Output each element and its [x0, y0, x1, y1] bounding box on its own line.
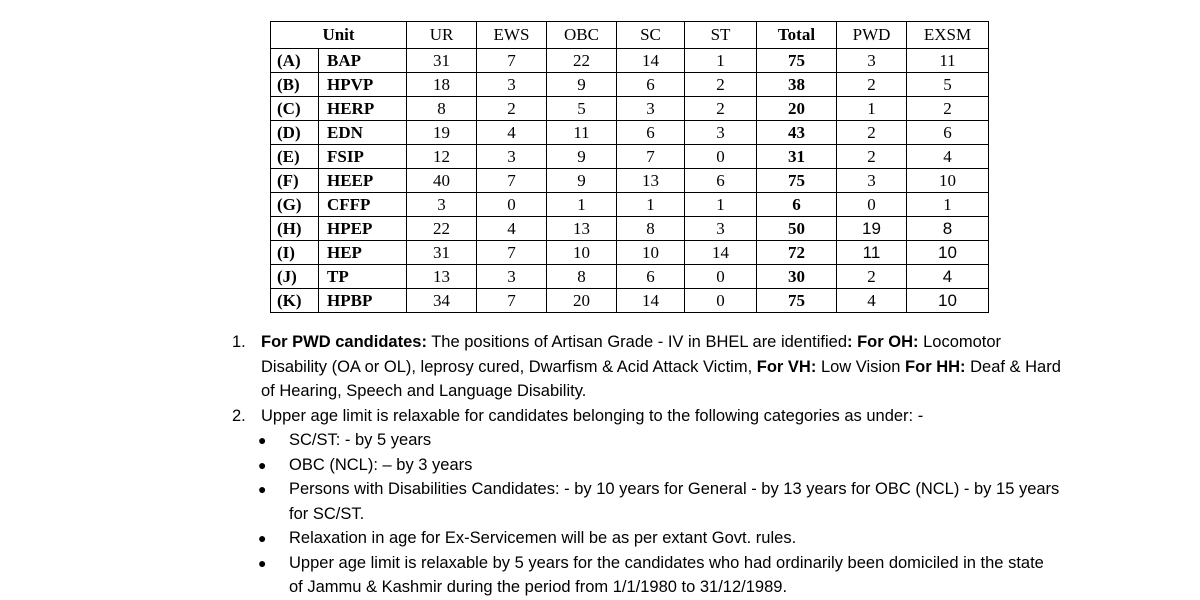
table-row — [271, 265, 989, 289]
cell-pwd: 3 — [837, 169, 907, 193]
cell-ur: 3 — [407, 193, 477, 217]
cell-exsm: 1 — [907, 193, 989, 217]
list-item — [232, 428, 1062, 453]
cell-total: 38 — [757, 73, 837, 97]
unit-code: (D) — [271, 121, 319, 145]
header-exsm: EXSM — [907, 22, 989, 49]
cell-ur: 18 — [407, 73, 477, 97]
notes-list — [232, 330, 1062, 428]
cell-obc: 13 — [547, 217, 617, 241]
bullet-icon: ● — [258, 432, 267, 448]
cell-pwd: 4 — [837, 289, 907, 313]
note-number: 2. — [232, 406, 246, 425]
cell-pwd: 3 — [837, 49, 907, 73]
cell-pwd: 2 — [837, 145, 907, 169]
cell-sc: 13 — [617, 169, 685, 193]
cell-ur: 12 — [407, 145, 477, 169]
table-body — [271, 49, 989, 313]
table-row — [271, 241, 989, 265]
cell-ews: 2 — [477, 97, 547, 121]
cell-pwd: 1 — [837, 97, 907, 121]
cell-exsm: 11 — [907, 49, 989, 73]
cell-obc: 8 — [547, 265, 617, 289]
unit-code: (C) — [271, 97, 319, 121]
header-obc: OBC — [547, 22, 617, 49]
cell-ews: 3 — [477, 265, 547, 289]
header-sc: SC — [617, 22, 685, 49]
cell-ews: 7 — [477, 289, 547, 313]
cell-st: 3 — [685, 121, 757, 145]
note-oh-label: For OH: — [857, 333, 919, 351]
list-item — [232, 453, 1062, 478]
cell-pwd: 2 — [837, 73, 907, 97]
unit-code: (J) — [271, 265, 319, 289]
note-age-limit — [232, 404, 1062, 429]
cell-ews: 0 — [477, 193, 547, 217]
cell-sc: 8 — [617, 217, 685, 241]
cell-pwd: 0 — [837, 193, 907, 217]
note-vh-label: For VH: — [756, 357, 817, 376]
cell-obc: 5 — [547, 97, 617, 121]
cell-total: 75 — [757, 289, 837, 313]
bullet-icon: ● — [258, 481, 267, 497]
cell-st: 2 — [685, 73, 757, 97]
unit-name: BAP — [319, 49, 407, 73]
cell-ews: 7 — [477, 49, 547, 73]
cell-ews: 4 — [477, 121, 547, 145]
note-pwd — [232, 330, 1062, 404]
cell-sc: 14 — [617, 289, 685, 313]
cell-ur: 31 — [407, 241, 477, 265]
cell-total: 6 — [757, 193, 837, 217]
cell-sc: 6 — [617, 121, 685, 145]
bullet-icon: ● — [258, 456, 267, 473]
unit-name: HEP — [319, 241, 407, 265]
cell-obc: 20 — [547, 289, 617, 313]
age-relaxation-list — [232, 428, 1062, 600]
note-hh-text: Deaf & Hard of Hearing, Speech and Language Disability. — [261, 357, 1061, 400]
bullet-icon: ● — [258, 554, 267, 571]
cell-exsm: 10 — [907, 289, 989, 313]
unit-code: (A) — [271, 49, 319, 73]
unit-code: (B) — [271, 73, 319, 97]
header-pwd: PWD — [837, 22, 907, 49]
table-row — [271, 289, 989, 313]
table-row — [271, 97, 989, 121]
cell-total: 75 — [757, 169, 837, 193]
cell-exsm: 4 — [907, 145, 989, 169]
unit-name: HERP — [319, 97, 407, 121]
header-ur: UR — [407, 22, 477, 49]
unit-name: FSIP — [319, 145, 407, 169]
unit-name: TP — [319, 265, 407, 289]
table-row — [271, 169, 989, 193]
cell-exsm: 6 — [907, 121, 989, 145]
cell-ur: 31 — [407, 49, 477, 73]
cell-obc: 9 — [547, 145, 617, 169]
list-item — [232, 526, 1062, 551]
unit-code: (G) — [271, 193, 319, 217]
list-item-text: SC/ST: - by 5 years — [289, 431, 432, 449]
cell-total: 30 — [757, 265, 837, 289]
unit-code: (H) — [271, 217, 319, 241]
note-number: 1. — [232, 333, 246, 351]
table-row — [271, 121, 989, 145]
cell-pwd: 2 — [837, 121, 907, 145]
cell-sc: 7 — [617, 145, 685, 169]
cell-obc: 11 — [547, 121, 617, 145]
cell-st: 1 — [685, 49, 757, 73]
cell-ews: 3 — [477, 73, 547, 97]
unit-name: CFFP — [319, 193, 407, 217]
cell-ur: 22 — [407, 217, 477, 241]
cell-ews: 3 — [477, 145, 547, 169]
cell-st: 6 — [685, 169, 757, 193]
list-item-text: Relaxation in age for Ex-Servicemen will be as per extant Govt. rules. — [289, 529, 797, 547]
cell-exsm: 8 — [907, 217, 989, 241]
list-item — [232, 551, 1062, 600]
cell-ur: 13 — [407, 265, 477, 289]
unit-code: (I) — [271, 241, 319, 265]
cell-st: 0 — [685, 145, 757, 169]
cell-ur: 34 — [407, 289, 477, 313]
unit-name: HPVP — [319, 73, 407, 97]
table-row — [271, 49, 989, 73]
cell-obc: 1 — [547, 193, 617, 217]
unit-name: HPEP — [319, 217, 407, 241]
cell-st: 14 — [685, 241, 757, 265]
cell-sc: 3 — [617, 97, 685, 121]
header-st: ST — [685, 22, 757, 49]
notes-section — [232, 330, 1062, 600]
cell-sc: 10 — [617, 241, 685, 265]
cell-st: 0 — [685, 289, 757, 313]
cell-ur: 19 — [407, 121, 477, 145]
table-row — [271, 73, 989, 97]
cell-exsm: 10 — [907, 241, 989, 265]
table-row — [271, 145, 989, 169]
cell-total: 50 — [757, 217, 837, 241]
cell-total: 20 — [757, 97, 837, 121]
header-ews: EWS — [477, 22, 547, 49]
cell-exsm: 4 — [907, 265, 989, 289]
cell-sc: 14 — [617, 49, 685, 73]
cell-pwd: 19 — [837, 217, 907, 241]
unit-code: (F) — [271, 169, 319, 193]
note-vh-text: Low Vision — [816, 357, 906, 376]
cell-st: 2 — [685, 97, 757, 121]
cell-sc: 1 — [617, 193, 685, 217]
cell-ur: 40 — [407, 169, 477, 193]
cell-ews: 7 — [477, 169, 547, 193]
cell-total: 72 — [757, 241, 837, 265]
cell-exsm: 10 — [907, 169, 989, 193]
table-row — [271, 217, 989, 241]
vacancy-table — [270, 21, 989, 313]
cell-sc: 6 — [617, 265, 685, 289]
cell-ews: 7 — [477, 241, 547, 265]
note-oh-text: Locomotor Disability (OA or OL), leprosy cured, Dwarfism & Acid Attack Victim, — [261, 333, 1002, 376]
cell-pwd: 2 — [837, 265, 907, 289]
note-pwd-lead: For PWD candidates: — [261, 333, 427, 351]
table-row — [271, 193, 989, 217]
header-unit: Unit — [271, 22, 407, 49]
cell-st: 1 — [685, 193, 757, 217]
cell-exsm: 2 — [907, 97, 989, 121]
bullet-icon: ● — [258, 530, 267, 546]
cell-sc: 6 — [617, 73, 685, 97]
unit-name: EDN — [319, 121, 407, 145]
list-item-text: OBC (NCL): – by 3 years — [289, 455, 473, 474]
table-header-row — [271, 22, 989, 49]
cell-ews: 4 — [477, 217, 547, 241]
list-item — [232, 477, 1062, 526]
unit-code: (K) — [271, 289, 319, 313]
cell-total: 43 — [757, 121, 837, 145]
cell-exsm: 5 — [907, 73, 989, 97]
note-pwd-text: The positions of Artisan Grade - IV in BHEL are identified — [426, 333, 847, 351]
cell-total: 31 — [757, 145, 837, 169]
unit-code: (E) — [271, 145, 319, 169]
unit-name: HPBP — [319, 289, 407, 313]
header-total: Total — [757, 22, 837, 49]
cell-obc: 10 — [547, 241, 617, 265]
note-hh-label: For HH: — [905, 357, 966, 376]
cell-st: 3 — [685, 217, 757, 241]
cell-total: 75 — [757, 49, 837, 73]
cell-ur: 8 — [407, 97, 477, 121]
unit-name: HEEP — [319, 169, 407, 193]
cell-st: 0 — [685, 265, 757, 289]
note-age-text: Upper age limit is relaxable for candidates belonging to the following categories as under: - — [261, 406, 924, 425]
note-pwd-colon: : — [847, 333, 853, 351]
cell-pwd: 11 — [837, 241, 907, 265]
cell-obc: 22 — [547, 49, 617, 73]
list-item-text: Persons with Disabilities Candidates: - by 10 years for General - by 13 years for OBC (NCL) - by 15 years for SC/ST. — [289, 480, 1060, 523]
cell-obc: 9 — [547, 73, 617, 97]
cell-obc: 9 — [547, 169, 617, 193]
list-item-text: Upper age limit is relaxable by 5 years for the candidates who had ordinarily been domiciled in the state of Jammu & Kashmir during the period from 1/1/1980 to 31/12/1989. — [289, 553, 1044, 596]
